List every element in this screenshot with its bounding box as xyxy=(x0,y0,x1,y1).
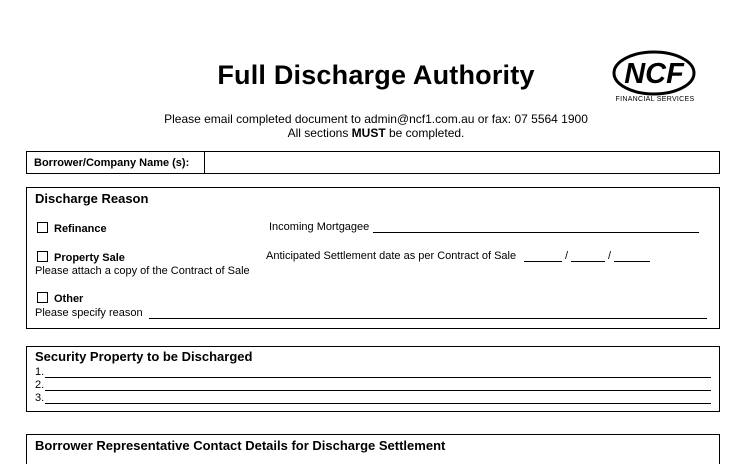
security-property-section xyxy=(26,346,720,412)
settlement-date-label: Anticipated Settlement date as per Contract of Sale xyxy=(266,250,517,262)
property-sale-option[interactable] xyxy=(37,248,125,266)
property-line[interactable] xyxy=(45,390,711,391)
property-line[interactable] xyxy=(45,377,711,378)
specify-reason-field[interactable] xyxy=(149,318,707,319)
instruction-contact: Please email completed document to admin@ncf1.com.au or fax: 07 5564 1900 xyxy=(164,112,588,126)
refinance-checkbox[interactable] xyxy=(37,222,48,233)
settlement-month-field[interactable] xyxy=(571,261,605,262)
property-sale-checkbox[interactable] xyxy=(37,251,48,262)
borrower-row xyxy=(26,151,720,174)
property-item-number: 2. xyxy=(35,379,45,391)
refinance-option[interactable] xyxy=(37,219,107,237)
borrower-name-field[interactable] xyxy=(206,152,719,173)
contract-attach-note: Please attach a copy of the Contract of Sale xyxy=(35,265,250,277)
incoming-mortgagee-label: Incoming Mortgagee xyxy=(269,221,370,233)
instruction-required xyxy=(0,126,752,140)
property-sale-label: Property Sale xyxy=(54,252,125,264)
discharge-reason-section xyxy=(26,187,720,329)
property-line[interactable] xyxy=(45,403,711,404)
logo-subtitle: FINANCIAL SERVICES xyxy=(615,96,695,103)
contact-details-section xyxy=(26,434,720,464)
instruction-text-a: All sections xyxy=(287,126,352,140)
date-separator: / xyxy=(565,250,569,262)
instruction-emphasis: MUST xyxy=(351,126,386,140)
other-label: Other xyxy=(54,293,84,305)
other-checkbox[interactable] xyxy=(37,292,48,303)
incoming-mortgagee-field[interactable] xyxy=(373,232,699,233)
refinance-label: Refinance xyxy=(54,223,107,235)
settlement-day-field[interactable] xyxy=(524,261,562,262)
discharge-reason-title: Discharge Reason xyxy=(35,191,149,206)
specify-reason-label: Please specify reason xyxy=(35,307,143,319)
other-option[interactable] xyxy=(37,289,83,307)
contact-details-title: Borrower Representative Contact Details for Discharge Settlement xyxy=(35,438,446,453)
logo-text: NCF xyxy=(624,58,684,90)
borrower-name-label: Borrower/Company Name (s): xyxy=(27,152,205,173)
security-property-title: Security Property to be Discharged xyxy=(35,349,253,364)
settlement-year-field[interactable] xyxy=(614,261,650,262)
instruction-text-b: be completed. xyxy=(385,126,465,140)
date-separator: / xyxy=(608,250,612,262)
property-item-number: 3. xyxy=(35,392,45,404)
property-item-number: 1. xyxy=(35,366,45,378)
page-title: Full Discharge Authority xyxy=(217,60,535,90)
